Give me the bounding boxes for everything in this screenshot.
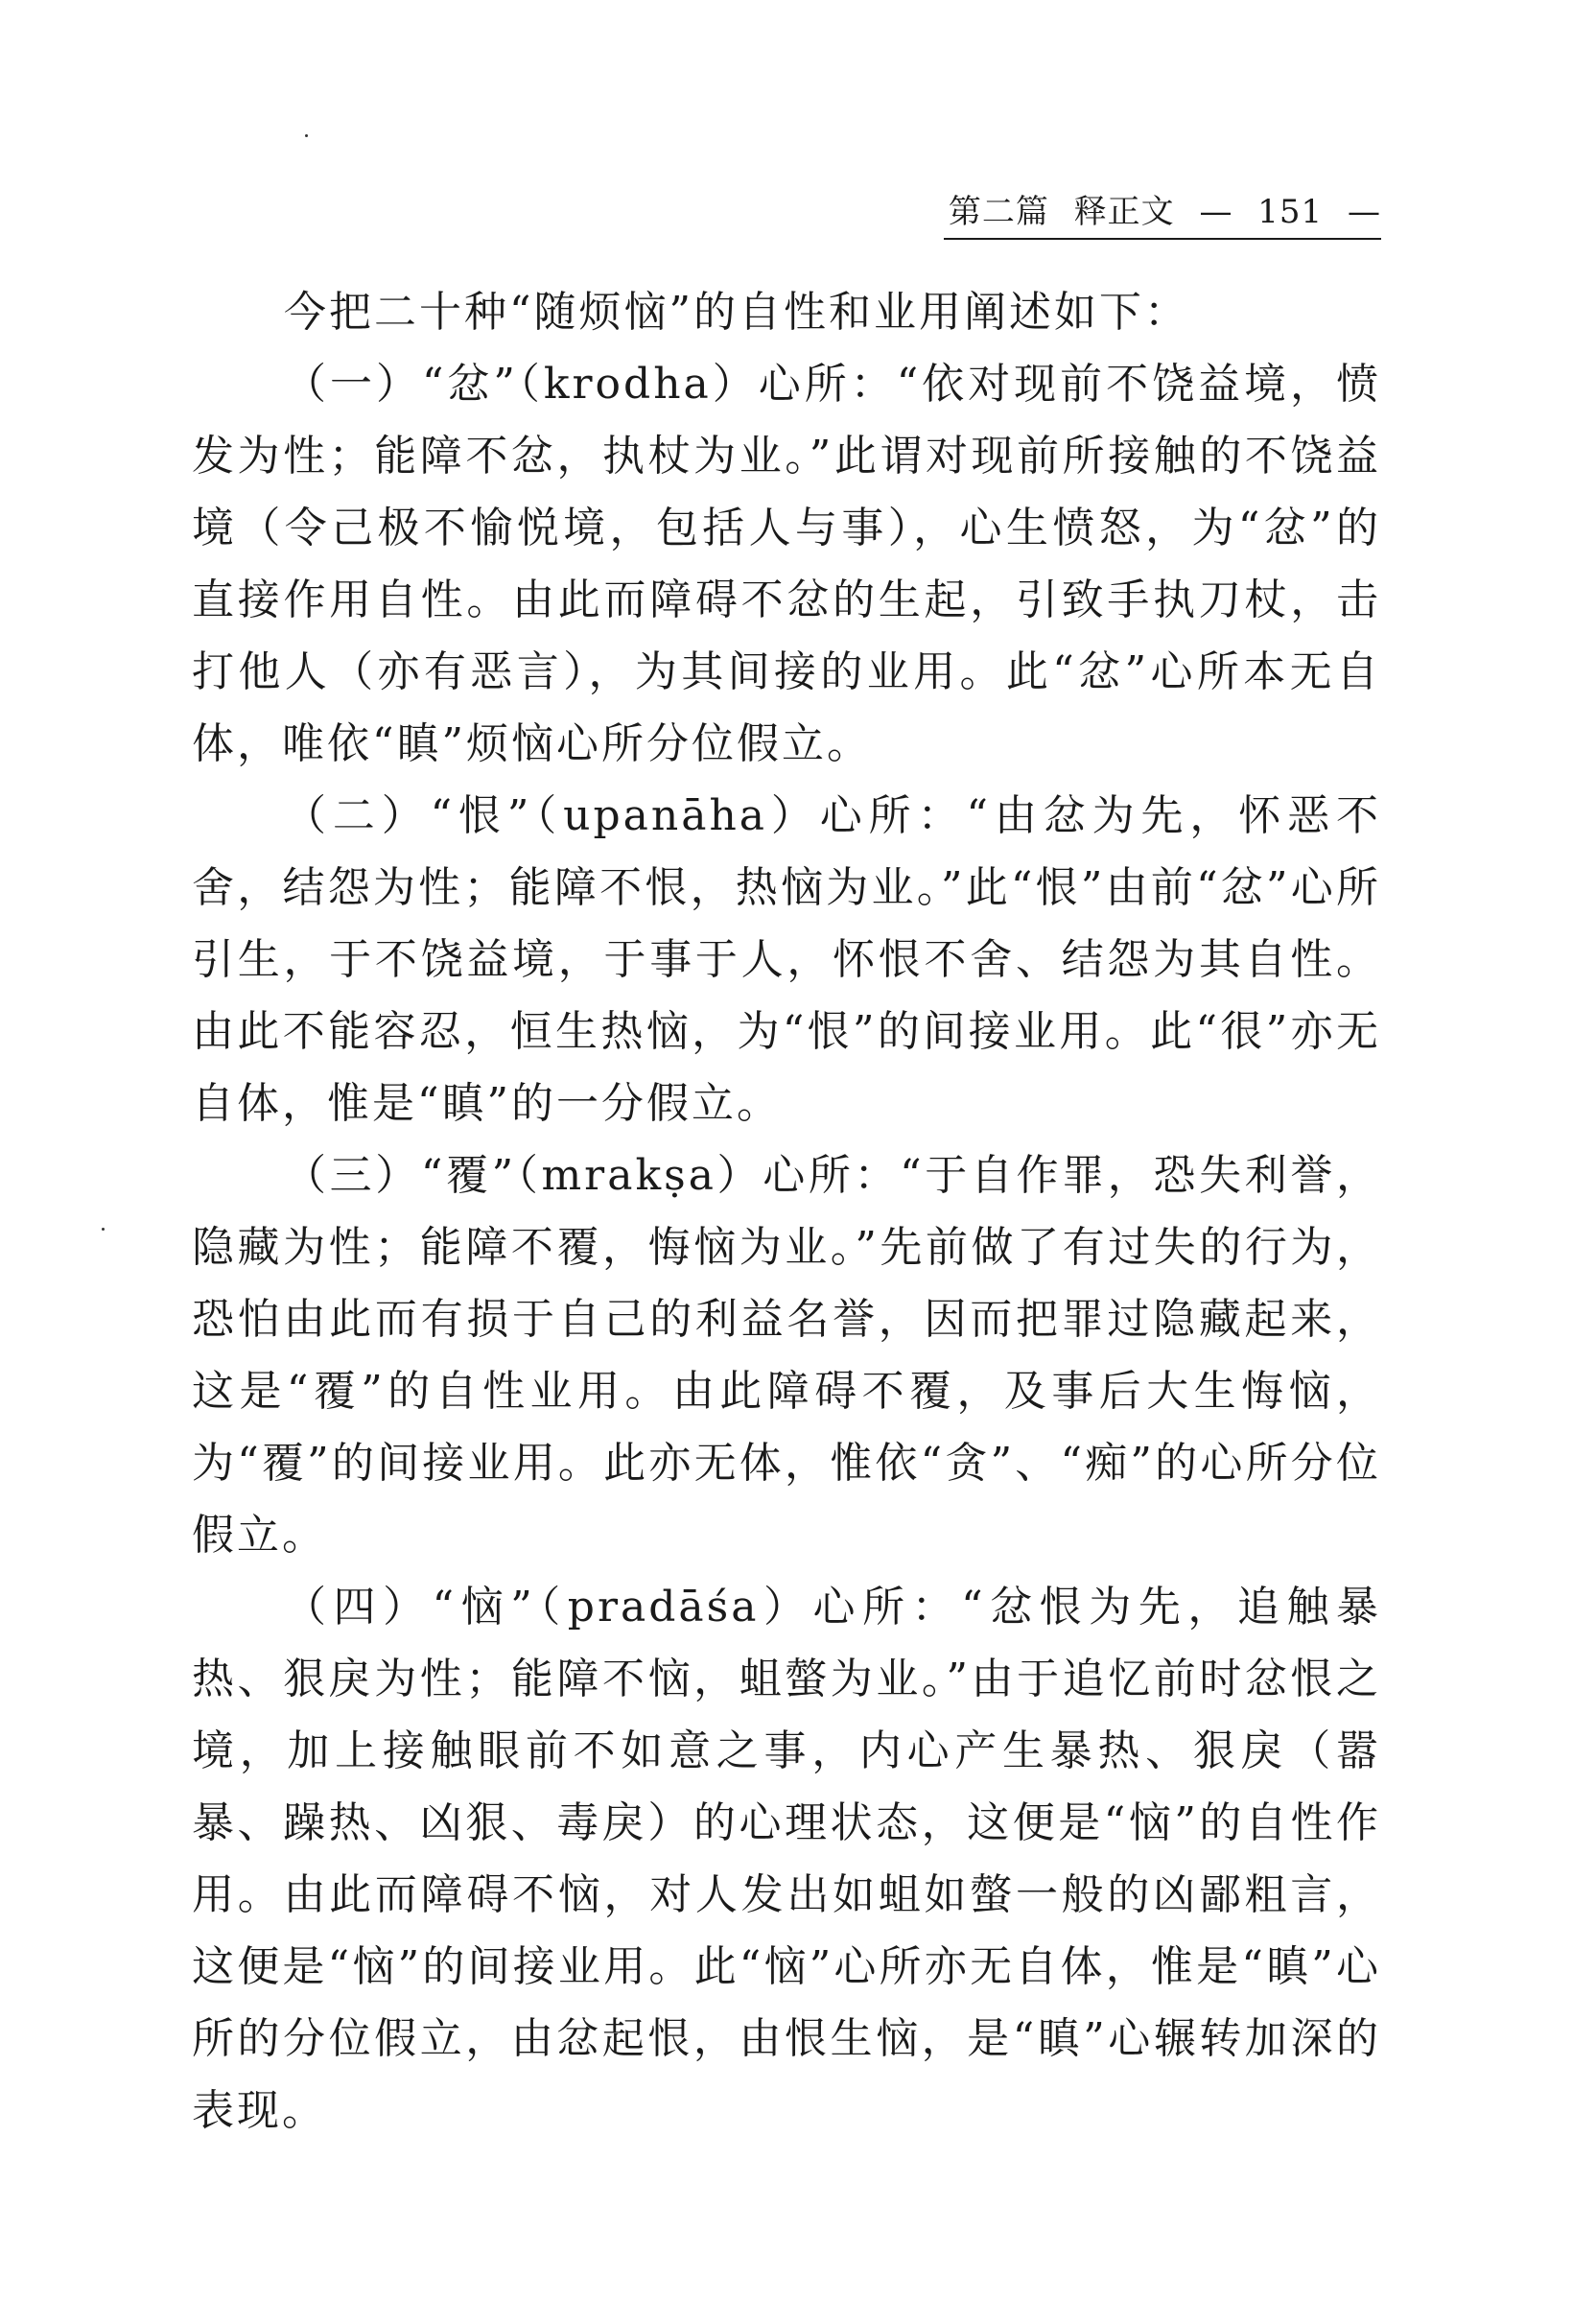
- paragraph-mraksa: （三）“覆”（mrakṣa）心所：“于自作罪，恐失利誉，隐藏为性；能障不覆，悔恼为业。”先前做了有过失的行为，恐怕由此而有损于自己的利益名誉，因而把罪过隐藏起来，这是“覆”的自性业用。由此障碍不覆，及事后大生悔恼，为“覆”的间接业用。此亦无体，惟依“贪”、“痴”的心所分位假立。: [192, 1151, 1381, 1560]
- paragraph-krodha: （一）“忿”（krodha）心所：“依对现前不饶益境，愤发为性；能障不忿，执杖为业。”此谓对现前所接触的不饶益境（令己极不愉悦境，包括人与事），心生愤怒，为“忿”的直接作用自性。由此而障碍不忿的生起，引致手执刀杖，击打他人（亦有恶言），为其间接的业用。此“忿”心所本无自体，唯依“瞋”烦恼心所分位假立。: [192, 360, 1381, 768]
- paragraph-pradasa: （四）“恼”（pradāśa）心所：“忿恨为先，追触暴热、狠戾为性；能障不恼，蛆螫为业。”由于追忆前时忿恨之境，加上接触眼前不如意之事，内心产生暴热、狠戾（嚣暴、躁热、凶狠、毒戾）的心理状态，这便是“恼”的自性作用。由此而障碍不恼，对人发出如蛆如螫一般的凶鄙粗言，这便是“恼”的间接业用。此“恼”心所亦无自体，惟是“瞋”心所的分位假立，由忿起恨，由恨生恼，是“瞋”心辗转加深的表现。: [192, 1583, 1381, 2135]
- paragraph-upanaha: （二）“恨”（upanāha）心所：“由忿为先，怀恶不舍，结怨为性；能障不恨，热恼为业。”此“恨”由前“忿”心所引生，于不饶益境，于事于人，怀恨不舍、结怨为其自性。由此不能容忍，恒生热恼，为“恨”的间接业用。此“很”亦无自体，惟是“瞋”的一分假立。: [192, 791, 1381, 1128]
- header-part: 第二篇: [948, 193, 1049, 231]
- intro-paragraph: 今把二十种“随烦恼”的自性和业用阐述如下：: [284, 288, 1189, 337]
- page-number: 151: [1257, 193, 1324, 231]
- scan-speck: [102, 1228, 105, 1231]
- header-rule: [944, 238, 1381, 240]
- header-section: 释正文: [1073, 193, 1175, 231]
- running-header: [192, 188, 1381, 236]
- scan-speck: [305, 134, 308, 137]
- main-text: [192, 276, 1381, 2147]
- header-dash-left: —: [1199, 193, 1233, 231]
- header-dash-right: —: [1348, 193, 1381, 231]
